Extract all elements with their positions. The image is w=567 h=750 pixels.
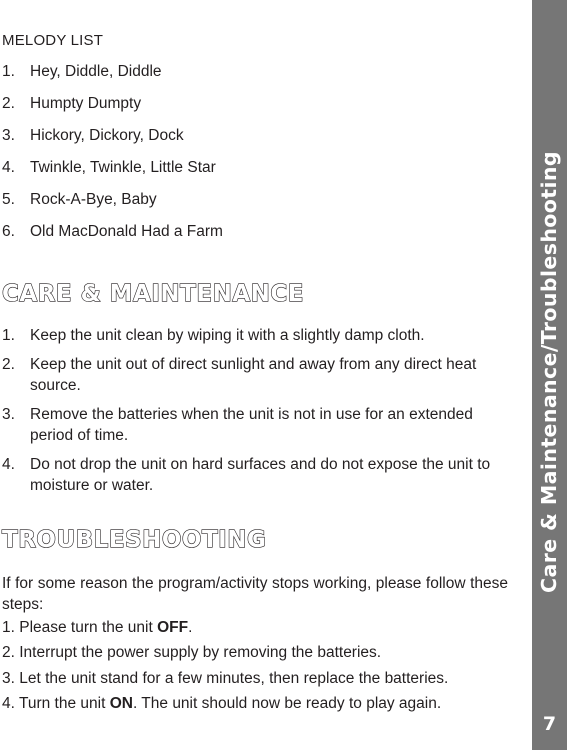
list-item xyxy=(2,325,510,346)
item-number: 1. xyxy=(2,63,15,80)
item-number: 2. xyxy=(2,356,15,373)
list-item xyxy=(2,670,510,695)
list-item xyxy=(2,404,510,446)
item-number: 3. xyxy=(2,406,15,423)
melody-title: Old MacDonald Had a Farm xyxy=(30,223,223,240)
step-text-end: . The unit should now be ready to play again. xyxy=(132,694,442,712)
care-instruction: Remove the batteries when the unit is not in use for an extended period of time. xyxy=(30,406,473,444)
step-text: 4. Turn the unit xyxy=(2,694,110,712)
list-item xyxy=(2,695,510,720)
step-text-end: . xyxy=(188,619,193,636)
step-text: 1. Please turn the unit xyxy=(2,619,158,636)
item-number: 6. xyxy=(2,223,15,240)
melody-title: Hickory, Dickory, Dock xyxy=(30,127,184,144)
step-text: 3. Let the unit stand for a few minutes, then replace the batteries. xyxy=(2,669,449,687)
melody-list-title: MELODY LIST xyxy=(2,32,104,49)
melody-title: Twinkle, Twinkle, Little Star xyxy=(30,159,216,176)
page-number: 7 xyxy=(542,713,557,735)
section-label: Care & Maintenance/Troubleshooting xyxy=(537,151,561,593)
care-list xyxy=(2,325,510,504)
melody-title: Hey, Diddle, Diddle xyxy=(30,63,162,80)
section-sidebar xyxy=(532,0,567,750)
care-instruction: Do not drop the unit on hard surfaces and do not expose the unit to moisture or water. xyxy=(30,456,491,494)
troubleshooting-heading: TROUBLESHOOTING xyxy=(2,527,267,553)
list-item xyxy=(2,354,510,396)
troubleshooting-steps xyxy=(2,619,510,720)
melody-list xyxy=(2,63,510,255)
item-number: 2. xyxy=(2,95,15,112)
step-emphasis: OFF xyxy=(157,619,189,636)
list-item xyxy=(2,191,510,223)
melody-title: Rock-A-Bye, Baby xyxy=(30,191,157,208)
care-maintenance-heading: CARE & MAINTENANCE xyxy=(2,281,304,307)
item-number: 1. xyxy=(2,327,15,344)
list-item xyxy=(2,644,510,669)
list-item xyxy=(2,454,510,496)
care-instruction: Keep the unit out of direct sunlight and away from any direct heat source. xyxy=(30,356,477,394)
item-number: 5. xyxy=(2,191,15,208)
list-item xyxy=(2,95,510,127)
troubleshooting-intro: If for some reason the program/activity stops working, please follow these steps: xyxy=(2,575,508,613)
list-item xyxy=(2,159,510,191)
step-text: 2. Interrupt the power supply by removing the batteries. xyxy=(2,644,382,662)
item-number: 3. xyxy=(2,127,15,144)
step-emphasis: ON xyxy=(109,694,133,712)
list-item xyxy=(2,127,510,159)
item-number: 4. xyxy=(2,456,15,473)
list-item xyxy=(2,63,510,95)
melody-title: Humpty Dumpty xyxy=(30,95,142,112)
list-item xyxy=(2,223,510,255)
item-number: 4. xyxy=(2,159,15,176)
list-item xyxy=(2,619,510,644)
care-instruction: Keep the unit clean by wiping it with a slightly damp cloth. xyxy=(30,327,425,344)
